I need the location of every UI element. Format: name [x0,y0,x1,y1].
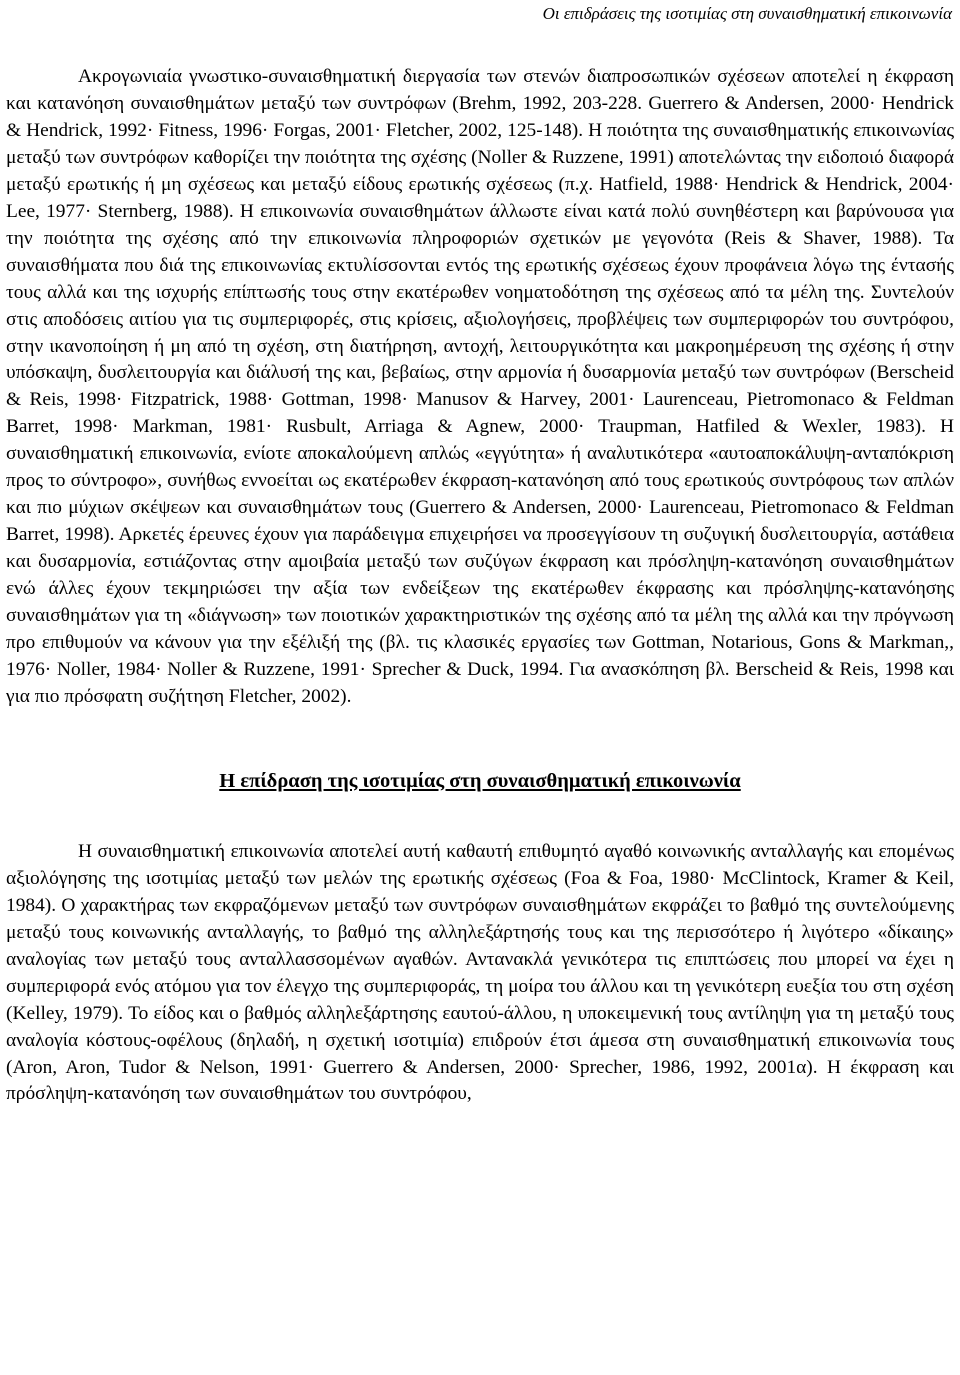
paragraph-1: Ακρογωνιαία γνωστικο-συναισθηματική διεργασία των στενών διαπροσωπικών σχέσεων αποτελεί η έκφραση και κατανόηση συναισθημάτων μεταξύ των συντρόφων (Brehm, 1992, 203-228. Guerrero & Andersen, 2000· Hendrick & Hendrick, 1992· Fitness, 1996· Forgas, 2001· Fletcher, 2002, 125-148). Η ποιότητα της συναισθηματικής επικοινωνίας μεταξύ των συντρόφων καθορίζει την ποιότητα της σχέσης (Noller & Ruzzene, 1991) αποτελώντας την ειδοποιό διαφορά μεταξύ ερωτικής ή μη σχέσεως και μεταξύ είδους ερωτικής σχέσεως (π.χ. Hatfield, 1988· Hendrick & Hendrick, 2004· Lee, 1977· Sternberg, 1988). Η επικοινωνία συναισθημάτων άλλωστε είναι κατά πολύ συνηθέστερη και βαρύνουσα για την ποιότητα της σχέσης από την επικοινωνία πληροφοριών σχετικών με γεγονότα (Reis & Shaver, 1988). Τα συναισθήματα που διά της επικοινωνίας εκτυλίσσονται εντός της ερωτικής σχέσεως έχουν προφάνεια λόγω της έντασής τους αλλά και της ισχυρής επίπτωσής τους στην εκατέρωθεν νοηματοδότηση της σχέσεως από τα μέλη της. Συντελούν στις αποδόσεις αιτίου για τις συμπεριφορές, στις κρίσεις, αξιολογήσεις, προβλέψεις των συμπεριφορών του συντρόφου, στην ικανοποίηση ή μη από τη σχέση, στη διατήρηση, αντοχή, λειτουργικότητα και μακροημέρευση της σχέσης ή στην υπόσκαψη, δυσλειτουργία και διάλυσή της και, βεβαίως, στην αρμονία ή δυσαρμονία μεταξύ των συντρόφων (Berscheid & Reis, 1998· Fitzpatrick, 1988· Gottman, 1998· Manusov & Harvey, 2001· Laurenceau, Pietromonaco & Feldman Barret, 1998· Markman, 1981· Rusbult, Arriaga & Agnew, 2000· Traupman, Hatfiled & Wexler, 1983). Η συναισθηματική επικοινωνία, ενίοτε αποκαλούμενη απλώς «εγγύτητα» ή αναλυτικότερα «αυτοαποκάλυψη-ανταπόκριση προς το σύντροφο», συνήθως εννοείται ως εκατέρωθεν έκφραση-κατανόηση από τους ερωτικούς συντρόφους των απλών και πιο μύχιων σκέψεων και συναισθημάτων τους (Guerrero & Andersen, 2000· Laurenceau, Pietromonaco & Feldman Barret, 1998). Αρκετές έρευνες έχουν για παράδειγμα επιχειρήσει να προσεγγίσουν τη συζυγική δυσλειτουργία, αστάθεια και δυσαρμονία, εστιάζοντας στην αμοιβαία μεταξύ των συζύγων έκφραση και πρόσληψη-κατανόηση συναισθημάτων ενώ άλλες έχουν τεκμηριώσει την αξία των ενδείξεων της εκατέρωθεν έκφρασης και πρόσληψης-κατανόησης συναισθημάτων για τη «διάγνωση» των ποιοτικών χαρακτηριστικών της σχέσης από τα μέλη της αλλά και την πρόγνωση προ επιθυμούν να κάνουν για την εξέλιξή της (βλ. τις κλασικές εργασίες των Gottman, Notarious, Gons & Markman,, 1976· Noller, 1984· Noller & Ruzzene, 1991· Sprecher & Duck, 1994. Για ανασκόπηση βλ. Berscheid & Reis, 1998 και για πιο πρόσφατη συζήτηση Fletcher, 2002). [6,66,954,707]
section-heading [6,768,954,795]
document-body [6,64,954,1108]
running-header: Οι επιδράσεις της ισοτιμίας στη συναισθηματική επικοινωνία [542,4,952,23]
section-heading-text: Η επίδραση της ισοτιμίας στη συναισθηματική επικοινωνία [219,769,741,792]
paragraph-2: Η συναισθηματική επικοινωνία αποτελεί αυτή καθαυτή επιθυμητό αγαθό κοινωνικής ανταλλαγής και επομένως αξιολόγησης της ισοτιμίας μεταξύ των μελών της ερωτικής σχέσεως (Foa & Foa, 1980· McClintock, Kramer & Keil, 1984). Ο χαρακτήρας των εκφραζόμενων μεταξύ των συντρόφων συναισθημάτων εκφράζει το βαθμό της συντελούμενης μεταξύ τους κοινωνικής ανταλλαγής, το βαθμό της αλληλεξάρτησής τους και της περισσότερο ή λιγότερο «δίκαιης» αναλογίας των μεταξύ τους ανταλλασσομένων αγαθών. Αντανακλά γενικότερα τις επιπτώσεις που μπορεί να έχει η συμπεριφορά ενός ατόμου για τον έλεγχο της συμπεριφοράς, τη μοίρα του άλλου και τη γενικότερη ευεξία του στη σχέση (Kelley, 1979). Το είδος και ο βαθμός αλληλεξάρτησης εαυτού-άλλου, η υποκειμενική τους αντίληψη για τη μεταξύ τους αναλογία κόστους-οφέλους (δηλαδή, η σχετική ισοτιμία) επιδρούν έτσι άμεσα στη συναισθηματική επικοινωνία τους (Aron, Aron, Tudor & Nelson, 1991· Guerrero & Andersen, 2000· Sprecher, 1986, 1992, 2001α). Η έκφραση και πρόσληψη-κατανόηση των συναισθημάτων του συντρόφου, [6,840,954,1105]
